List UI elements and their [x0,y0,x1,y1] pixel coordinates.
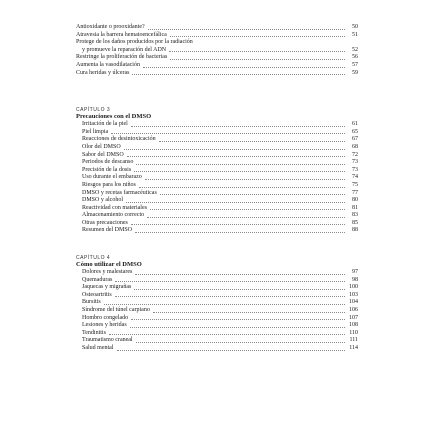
toc-entry-page: 108 [349,322,358,329]
toc-entry-title: Almacenamiento correcto [82,212,145,219]
toc-entry [76,182,358,190]
toc-entry [76,62,358,70]
toc-entry-title: Salud mental [82,345,114,351]
toc-leader [111,133,345,134]
toc-entry-page: 52 [352,46,358,53]
toc-leader [136,342,345,343]
toc-leader [147,217,345,218]
toc-leader [170,36,345,37]
toc-entry-title: Otras precauciones [82,219,128,226]
toc-leader [148,29,345,30]
toc-entry-page: 73 [352,159,358,166]
toc-entry-page: 111 [349,337,358,344]
toc-leader [117,350,346,351]
toc-entry-page: 88 [352,227,358,234]
toc-leader [131,319,345,320]
toc-entry-title: Dolores y malestares [82,269,133,276]
toc-entry-title: Antioxidante o prooxidante? [76,24,145,30]
chapter-label: CAPÍTULO 3 [76,107,111,114]
toc-entry-page: 59 [352,69,358,76]
chapter-title: Cómo utilizar el DMSO [76,261,142,269]
toc-leader [132,74,345,75]
toc-entry-page: 73 [352,166,358,173]
toc-entry-title: Atravesia la barrera hematoencefálica [76,31,167,38]
toc-leader [145,179,345,180]
toc-entry [76,121,358,129]
toc-entry [76,167,358,175]
toc-entry [76,345,358,353]
toc-leader [126,202,345,203]
toc-leader [135,274,345,275]
toc-leader [153,312,345,313]
toc-entry-title: Restringe la proliferación de bacterias [76,54,168,61]
toc-entry-page: 61 [352,121,358,128]
toc-leader [170,59,345,60]
toc-entry [76,212,358,220]
toc-entry-page: 72 [352,151,358,158]
toc-leader [150,209,345,210]
toc-leader [104,304,345,305]
toc-entry [76,307,358,315]
toc-entry-title: Síndrome del túnel carpiano [82,307,150,314]
chapter-label: CAPÍTULO 4 [76,255,111,262]
toc-leader [139,187,345,188]
toc-entry-page: 106 [349,307,358,314]
toc-entry-page: 56 [352,54,358,61]
toc-leader [115,296,345,297]
toc-entry-title: Cura heridas y úlceras [76,69,130,76]
chapter-title: Precauciones con el DMSO [76,113,152,121]
toc-entry-page: 65 [352,128,358,135]
toc-entry [76,39,358,47]
toc-entry-title: DMSO y alcohol [82,197,123,204]
toc-entry-title: Reactividad con materiales [82,204,147,211]
toc-entry-title: Aumenta la vasodilatación [76,61,140,68]
toc-entry-page: 114 [349,345,358,351]
toc-entry [76,284,358,292]
toc-entry-page: 68 [352,143,358,150]
toc-section-3 [76,255,358,353]
toc-entry-title: Periodos de descanso [82,159,134,166]
toc-entry-page: 51 [352,31,358,38]
toc-leader [115,281,345,282]
toc-entry [76,277,358,285]
toc-entry-title: Osteoartritis [82,291,112,298]
toc-entry [76,129,358,137]
toc-entry [76,32,358,40]
toc-leader [169,51,345,52]
toc-entry-title: Tendinitis [82,329,106,336]
toc-entry [76,315,358,323]
toc-entry-title: Jaquecas y migrañas [82,284,132,291]
toc-entry-title: DMSO y recetas farmacéuticas [82,189,157,196]
toc-entry-title: Quemaduras [82,276,113,283]
toc-entry-page: 74 [352,174,358,181]
toc-entry [76,197,358,205]
toc-leader [134,171,345,172]
toc-entry-page: 104 [349,299,358,306]
toc-entry-title: Lesiones y heridas [82,322,127,329]
toc-entry-page: 80 [352,197,358,204]
toc-entry-page: 75 [352,181,358,188]
toc-entry-page: 83 [352,212,358,219]
toc-leader [136,164,345,165]
toc-entry-page: 67 [352,136,358,143]
toc-leader [130,327,345,328]
toc-leader [160,194,345,195]
toc-entry [76,292,358,300]
toc-entry [76,190,358,198]
toc-entry-page: 110 [349,329,358,336]
toc-entry [76,269,358,277]
toc-entry [76,152,358,160]
toc-entry-page: 103 [349,291,358,298]
toc-entry-title: Uso durante el embarazo [82,174,142,181]
toc-entry [76,330,358,338]
toc-entry-page: 100 [349,284,358,291]
toc-entry-page: 85 [352,219,358,226]
toc-entry-title: Traumatismo craneal [82,337,133,344]
toc-entry-title: Piel limpia [82,128,109,135]
toc-entry-page: 107 [349,314,358,321]
toc-entry-title: Bursitis [82,299,101,306]
toc-entry-page: 50 [352,24,358,30]
toc-entry-page: 98 [352,276,358,283]
toc-entry [76,322,358,330]
toc-section-2 [76,107,358,235]
toc-entry-title: Reacciones de desintoxicación [82,136,156,143]
toc-section-1 [76,24,358,77]
toc-entry-page: 57 [352,61,358,68]
toc-entry-title: Sabor del DMSO [82,151,124,158]
toc-entry [76,174,358,182]
toc-leader [134,289,345,290]
toc-entry-title: Resumen del DMSO [82,227,132,234]
toc-entry-title: Irritación de la piel [82,121,128,128]
toc-entry [76,299,358,307]
toc-entry [76,70,358,78]
toc-entry [76,227,358,235]
toc-entry-page: 77 [352,189,358,196]
toc-entry-page: 81 [352,204,358,211]
toc-entry-title: Protege de los daños producidos por la radiación [76,39,193,46]
toc-entry-title: Olor del DMSO [82,143,121,150]
toc-entry [76,337,358,345]
toc-entry-title: Precisión de la dosis [82,166,132,173]
toc-leader [143,67,345,68]
toc-leader [159,141,345,142]
toc-entry-title: Riesgos para los niños [82,181,136,188]
toc-entry [76,54,358,62]
toc-leader [131,224,345,225]
toc-entry [76,205,358,213]
toc-entry [76,144,358,152]
toc-entry-title: y promueve la reparación del ADN [82,46,167,53]
toc-leader [127,156,345,157]
toc-entry [76,24,358,32]
toc-entry-title: Hombro congelado [82,314,129,321]
toc-entry [76,136,358,144]
toc-entry [76,220,358,228]
toc-leader [135,232,345,233]
toc-leader [109,334,345,335]
toc-leader [131,126,345,127]
toc-entry-page: 97 [352,269,358,276]
toc-entry [76,159,358,167]
toc-leader [124,149,345,150]
